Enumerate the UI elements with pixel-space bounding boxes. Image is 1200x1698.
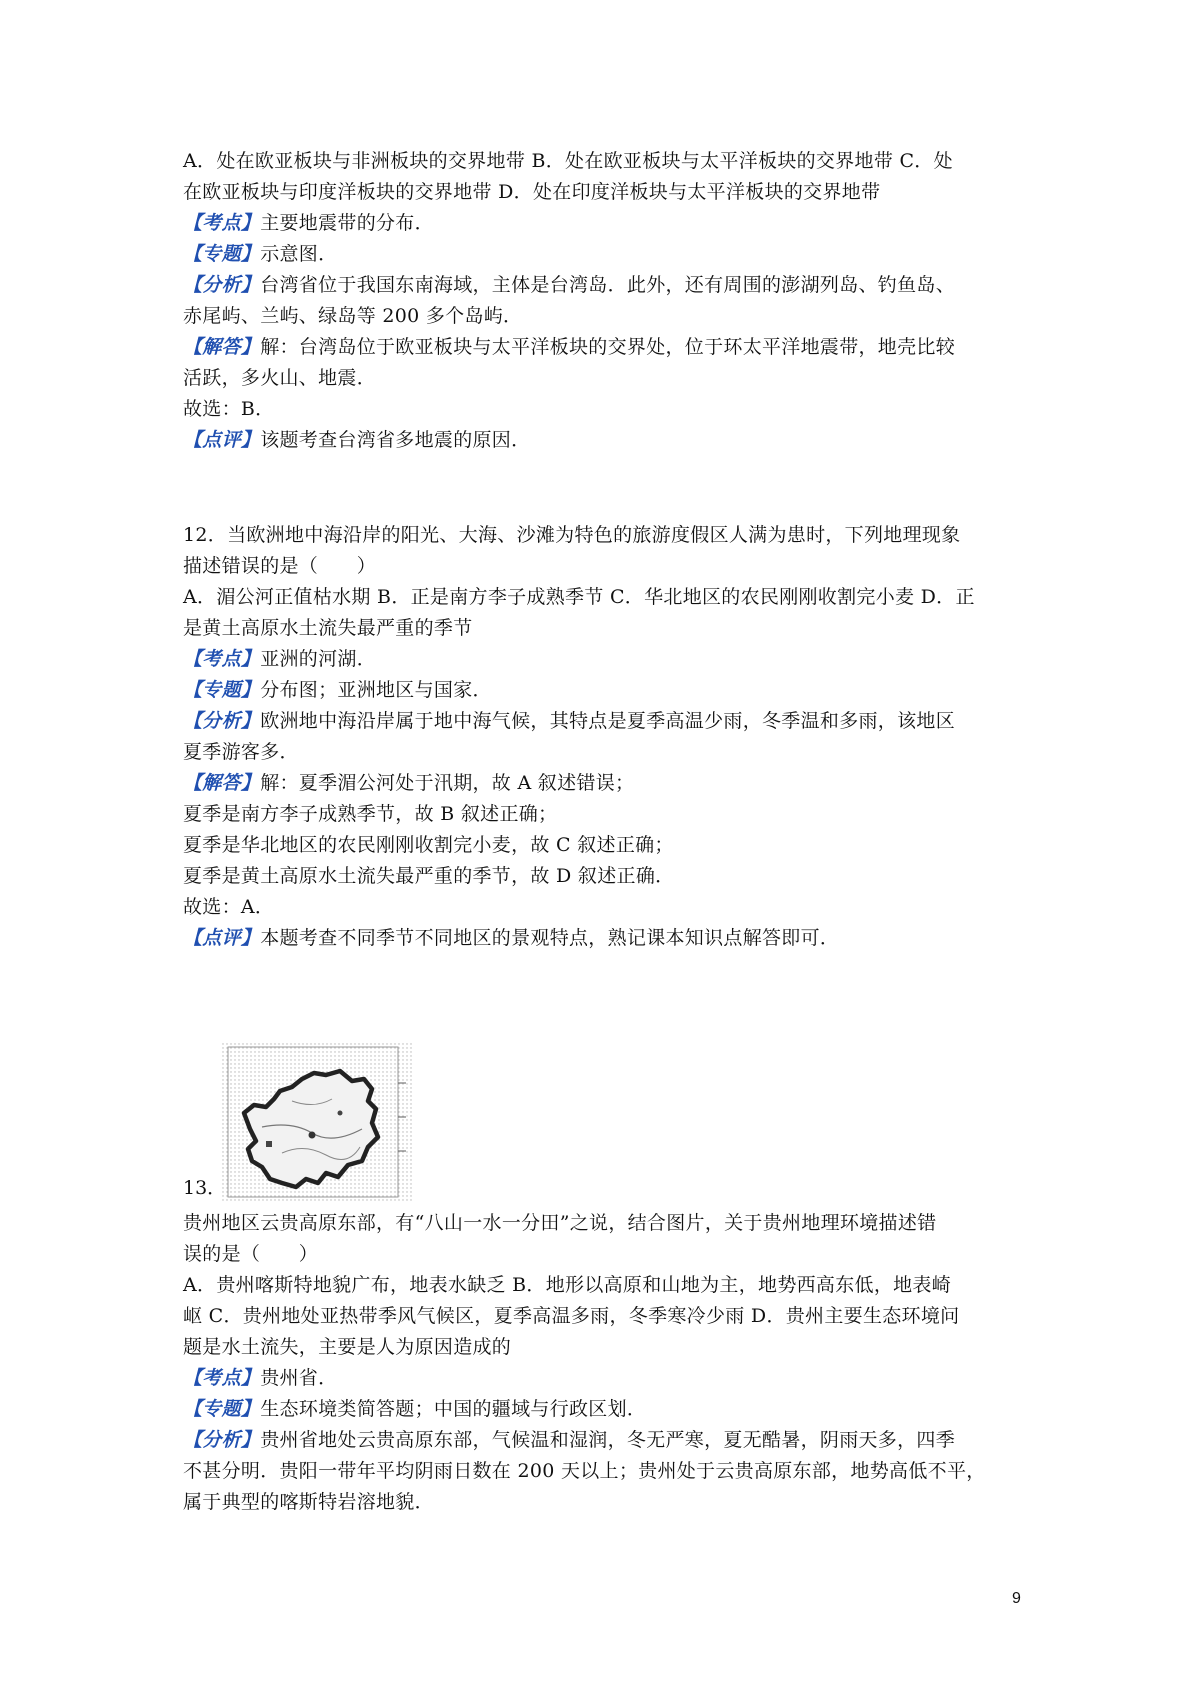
q13-zhuanti xyxy=(183,1394,1033,1425)
q12-fenxi xyxy=(183,706,1033,737)
zhuanti-tag: 【专题】 xyxy=(183,243,261,265)
q12-jieda-line-2: 夏季是南方李子成熟季节，故 B 叙述正确； xyxy=(183,803,558,825)
map-marker xyxy=(266,1141,272,1147)
q12-stem-line-2: 描述错误的是（ ） xyxy=(183,555,377,577)
question-13-block xyxy=(183,1208,1033,1518)
q11-jieda-line-2: 活跃，多火山、地震． xyxy=(183,367,377,389)
q11-options-line-2: 在欧亚板块与印度洋板块的交界地带 D．处在印度洋板块与太平洋板块的交界地带 xyxy=(183,181,881,203)
kaodian-text: 亚洲的河湖． xyxy=(260,648,377,670)
jieda-tag: 【解答】 xyxy=(183,772,261,794)
dianping-text: 该题考查台湾省多地震的原因． xyxy=(260,429,531,451)
q12-dianping xyxy=(183,923,1033,954)
map-city-marker xyxy=(309,1132,316,1139)
zhuanti-text: 示意图． xyxy=(260,243,338,265)
q13-options-line-3: 题是水土流失，主要是人为原因造成的 xyxy=(183,1336,512,1358)
q13-number: 13． xyxy=(183,1177,227,1199)
fenxi-text: 欧洲地中海沿岸属于地中海气候，其特点是夏季高温少雨，冬季温和多雨，该地区 xyxy=(260,710,956,732)
q12-answer: 故选：A． xyxy=(183,896,275,918)
fenxi-tag: 【分析】 xyxy=(183,274,261,296)
q12-jieda xyxy=(183,768,1033,799)
q13-options-line-2: 岖 C．贵州地处亚热带季风气候区，夏季高温多雨，冬季寒冷少雨 D．贵州主要生态环境问 xyxy=(183,1305,960,1327)
jieda-text: 解：夏季湄公河处于汛期，故 A 叙述错误； xyxy=(260,772,635,794)
jieda-text: 解：台湾岛位于欧亚板块与太平洋板块的交界处，位于环太平洋地震带，地壳比较 xyxy=(260,336,956,358)
q12-options-line-2: 是黄土高原水土流失最严重的季节 xyxy=(183,617,473,639)
q12-jieda-line-3: 夏季是华北地区的农民刚刚收割完小麦，故 C 叙述正确； xyxy=(183,834,674,856)
q13-stem-line-1: 贵州地区云贵高原东部，有“八山一水一分田”之说，结合图片，关于贵州地理环境描述错 xyxy=(183,1212,937,1234)
q12-zhuanti xyxy=(183,675,1033,706)
zhuanti-tag: 【专题】 xyxy=(183,1398,261,1420)
q12-fenxi-line-2: 夏季游客多． xyxy=(183,741,299,763)
q11-zhuanti xyxy=(183,239,1033,270)
map-city-marker xyxy=(338,1111,343,1116)
kaodian-tag: 【考点】 xyxy=(183,648,261,670)
dianping-tag: 【点评】 xyxy=(183,927,261,949)
fenxi-tag: 【分析】 xyxy=(183,710,261,732)
q13-fenxi-line-2: 不甚分明．贵阳一带年平均阴雨日数在 200 天以上；贵州处于云贵高原东部，地势高低不平， xyxy=(183,1460,986,1482)
q13-options-line-1: A．贵州喀斯特地貌广布，地表水缺乏 B．地形以高原和山地为主，地势西高东低，地表崎 xyxy=(183,1274,952,1296)
zhuanti-text: 分布图；亚洲地区与国家． xyxy=(260,679,492,701)
q12-options-line-1: A．湄公河正值枯水期 B．正是南方李子成熟季节 C．华北地区的农民刚刚收割完小麦 D．正 xyxy=(183,586,975,608)
kaodian-text: 贵州省． xyxy=(260,1367,338,1389)
fenxi-tag: 【分析】 xyxy=(183,1429,261,1451)
q11-fenxi xyxy=(183,270,1033,301)
kaodian-tag: 【考点】 xyxy=(183,1367,261,1389)
q11-options-line-1: A．处在欧亚板块与非洲板块的交界地带 B．处在欧亚板块与太平洋板块的交界地带 C．处 xyxy=(183,150,953,172)
q13-kaodian xyxy=(183,1363,1033,1394)
guizhou-map-figure xyxy=(222,1043,412,1201)
q11-answer: 故选：B． xyxy=(183,398,275,420)
q11-dianping xyxy=(183,425,1033,456)
q12-kaodian xyxy=(183,644,1033,675)
zhuanti-text: 生态环境类简答题；中国的疆域与行政区划． xyxy=(260,1398,647,1420)
zhuanti-tag: 【专题】 xyxy=(183,679,261,701)
q13-stem-line-2: 误的是（ ） xyxy=(183,1243,319,1265)
q12-jieda-line-4: 夏季是黄土高原水土流失最严重的季节，故 D 叙述正确． xyxy=(183,865,675,887)
question-11-block xyxy=(183,146,1033,456)
q12-stem-line-1: 12．当欧洲地中海沿岸的阳光、大海、沙滩为特色的旅游度假区人满为患时，下列地理现象 xyxy=(183,524,961,546)
q13-fenxi-line-3: 属于典型的喀斯特岩溶地貌． xyxy=(183,1491,434,1513)
q11-fenxi-line-2: 赤尾屿、兰屿、绿岛等 200 多个岛屿． xyxy=(183,305,523,327)
q13-fenxi xyxy=(183,1425,1033,1456)
kaodian-text: 主要地震带的分布． xyxy=(260,212,434,234)
dianping-text: 本题考查不同季节不同地区的景观特点，熟记课本知识点解答即可． xyxy=(260,927,840,949)
q11-jieda xyxy=(183,332,1033,363)
fenxi-text: 台湾省位于我国东南海域，主体是台湾岛．此外，还有周围的澎湖列岛、钓鱼岛、 xyxy=(260,274,956,296)
question-12-block xyxy=(183,520,1033,954)
dianping-tag: 【点评】 xyxy=(183,429,261,451)
kaodian-tag: 【考点】 xyxy=(183,212,261,234)
q11-kaodian xyxy=(183,208,1033,239)
fenxi-text: 贵州省地处云贵高原东部，气候温和湿润，冬无严寒，夏无酷暑，阴雨天多，四季 xyxy=(260,1429,956,1451)
jieda-tag: 【解答】 xyxy=(183,336,261,358)
page-number: 9 xyxy=(1012,1590,1021,1607)
